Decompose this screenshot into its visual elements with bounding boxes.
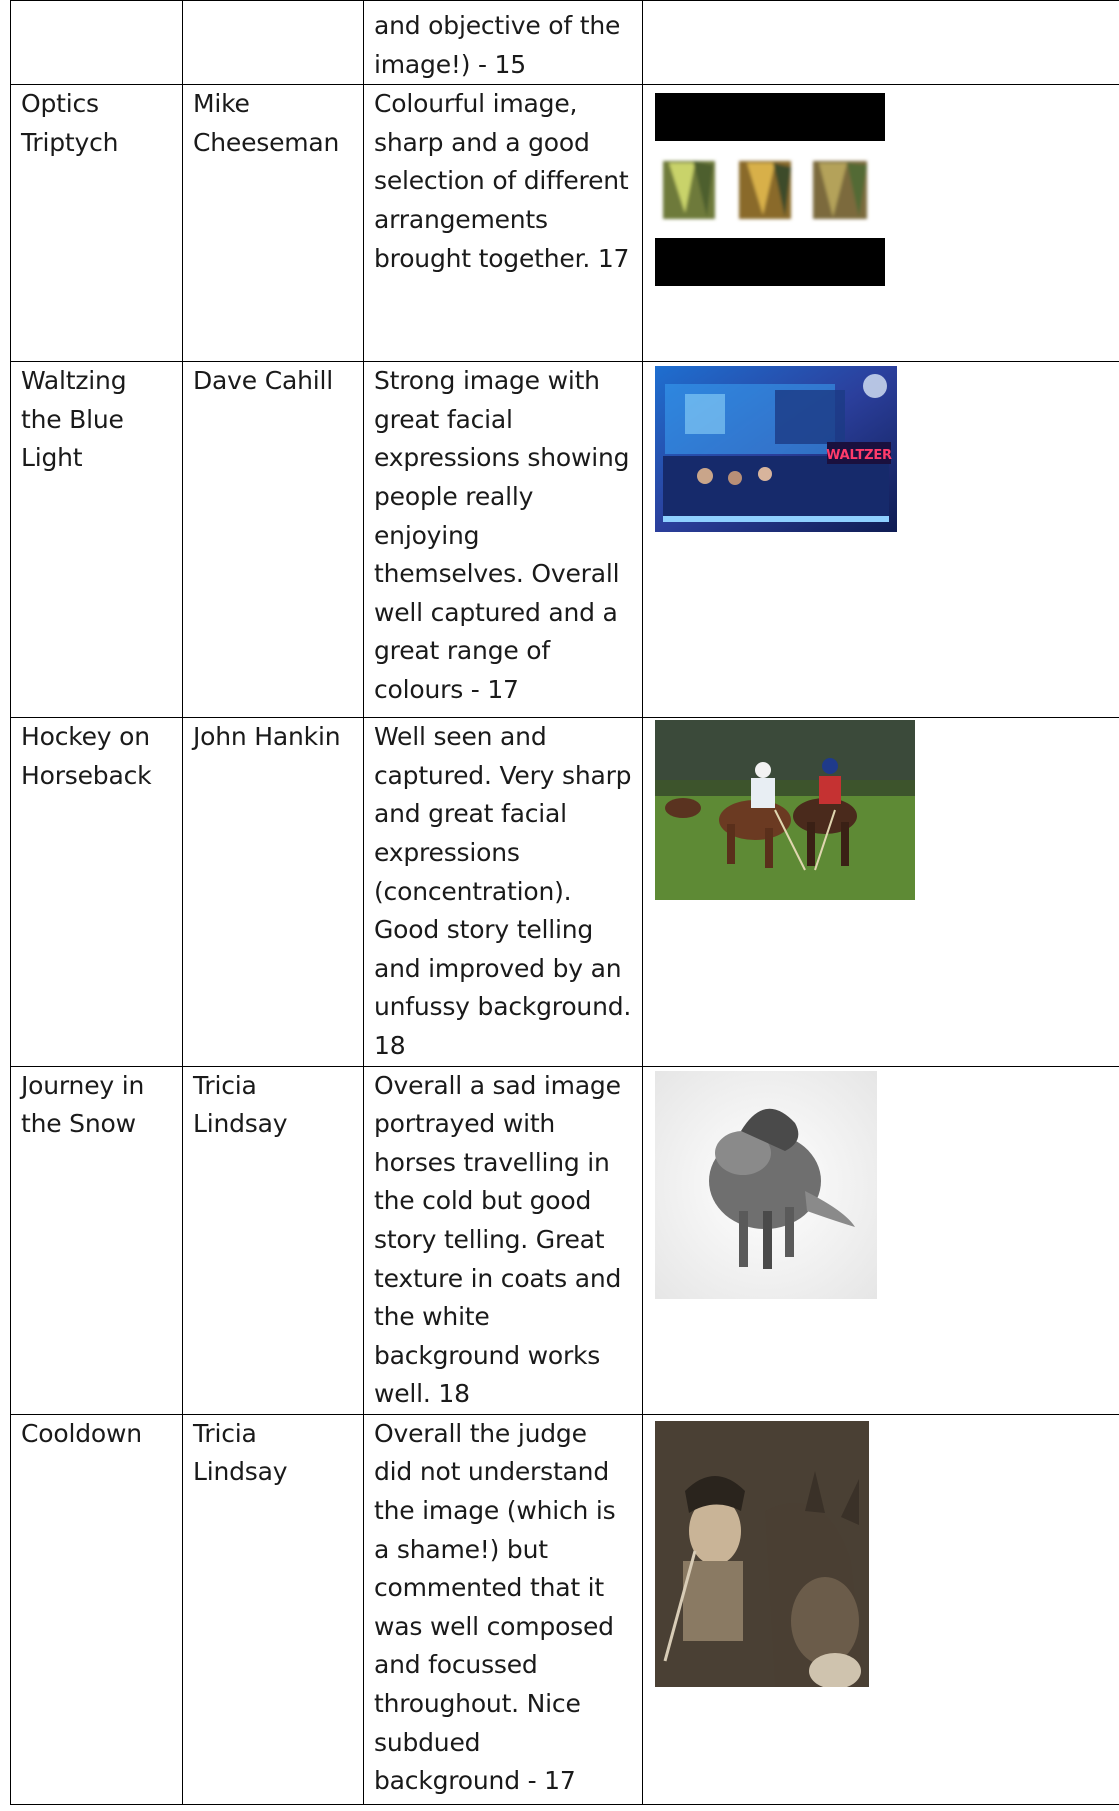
author-cell: Tricia Lindsay — [183, 1066, 364, 1414]
competition-results-table — [10, 0, 1119, 1805]
table-row — [11, 362, 1119, 718]
triptych-photo — [655, 93, 885, 286]
title-cell: Hockey on Horseback — [11, 718, 183, 1066]
title-cell: Cooldown — [11, 1414, 183, 1804]
polo-photo — [655, 720, 915, 900]
author-cell — [183, 1, 364, 85]
title-cell — [11, 1, 183, 85]
table-row — [11, 718, 1119, 1066]
title-cell: Journey in the Snow — [11, 1066, 183, 1414]
image-cell — [643, 1414, 1119, 1804]
mule-rider-photo — [655, 1421, 869, 1687]
waltzer-photo — [655, 366, 897, 532]
table-row — [11, 1, 1119, 85]
image-cell — [643, 718, 1119, 1066]
comment-cell: Strong image with great facial expressions showing people really enjoying themselves. Overall well captured and a great range of colours - 17 — [364, 362, 643, 718]
waltzer-sign-text: WALTZER — [826, 448, 892, 464]
table-row — [11, 85, 1119, 362]
author-cell: Dave Cahill — [183, 362, 364, 718]
snow-horses-photo — [655, 1071, 877, 1299]
author-cell: Tricia Lindsay — [183, 1414, 364, 1804]
title-cell: Optics Triptych — [11, 85, 183, 362]
table-row — [11, 1066, 1119, 1414]
author-cell: John Hankin — [183, 718, 364, 1066]
comment-cell: Colourful image, sharp and a good selection of different arrangements brought together. 17 — [364, 85, 643, 362]
image-cell — [643, 85, 1119, 362]
comment-cell: Overall a sad image portrayed with horses travelling in the cold but good story telling. Great texture in coats and the white background works well. 18 — [364, 1066, 643, 1414]
image-cell — [643, 1066, 1119, 1414]
image-cell — [643, 1, 1119, 85]
comment-cell: and objective of the image!) - 15 — [364, 1, 643, 85]
comment-cell: Overall the judge did not understand the image (which is a shame!) but commented that it was well composed and focussed throughout. Nice subdued background - 17 — [364, 1414, 643, 1804]
comment-cell: Well seen and captured. Very sharp and great facial expressions (concentration). Good story telling and improved by an unfussy background. 18 — [364, 718, 643, 1066]
title-cell: Waltzing the Blue Light — [11, 362, 183, 718]
author-cell: Mike Cheeseman — [183, 85, 364, 362]
table-row — [11, 1414, 1119, 1804]
image-cell — [643, 362, 1119, 718]
